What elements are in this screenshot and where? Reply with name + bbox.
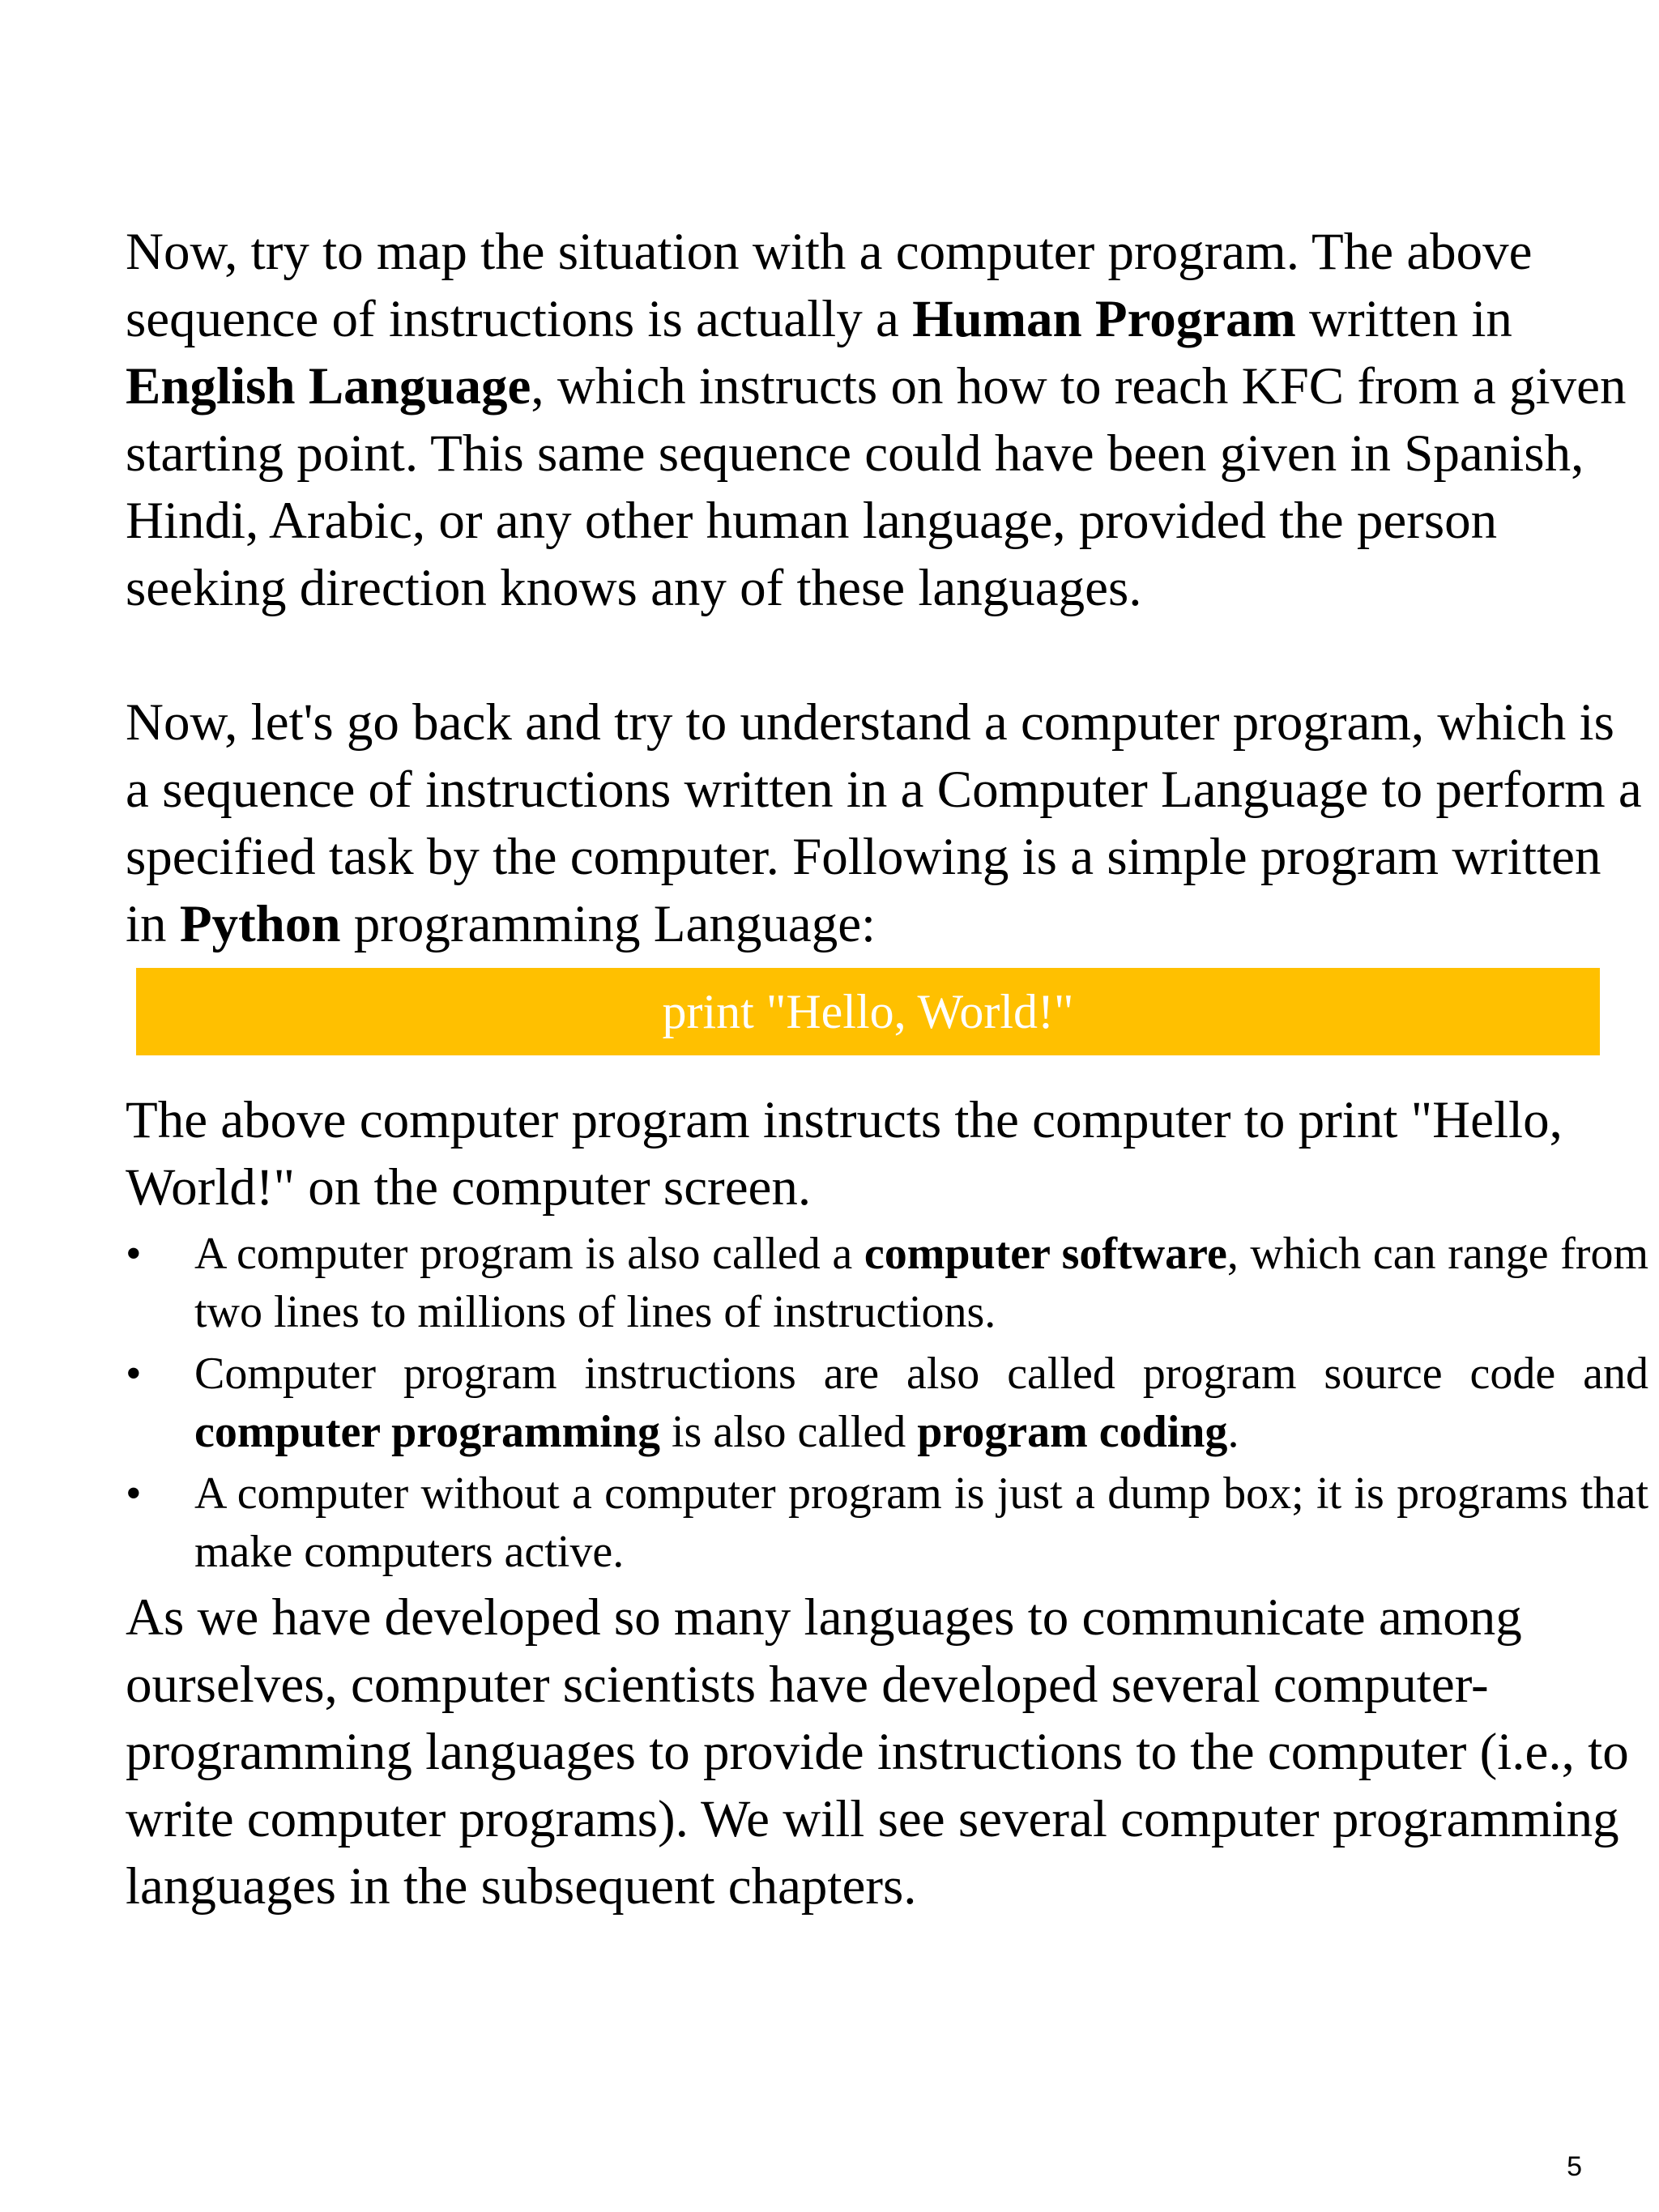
- bullet-marker: •: [126, 1349, 142, 1399]
- paragraph-languages: As we have developed so many languages to communicate among ourselves, computer scientists have developed several computer-programming languages to provide instructions to the computer (i.e., to write computer programs). We will see several computer programming languages in the subsequent chapters.: [126, 1588, 1629, 1916]
- document-body: [126, 219, 1648, 958]
- bold-computer-programming: computer programming: [194, 1407, 660, 1457]
- list-item-text: is also called: [659, 1407, 918, 1457]
- paragraph-program-explanation: The above computer program instructs the computer to print "Hello, World!" on the computer screen.: [126, 1091, 1563, 1217]
- code-example-box: [136, 968, 1600, 1055]
- paragraph-text: , which instructs on how to reach KFC from a given starting point. This same sequence could have been given in Spanish, Hindi, Arabic, or any other human language, provided the person seeking direction knows any of these languages.: [126, 357, 1627, 617]
- paragraph-computer-program: [126, 689, 1648, 958]
- list-item: [126, 1345, 1648, 1461]
- list-item: [126, 1225, 1648, 1341]
- bullet-list: [126, 1225, 1648, 1581]
- bold-python: Python: [179, 895, 341, 953]
- bullet-marker: •: [126, 1229, 142, 1279]
- list-item-text: A computer without a computer program is just a dump box; it is programs that make computers active.: [194, 1468, 1648, 1577]
- list-item: [126, 1464, 1648, 1581]
- bold-program-coding: program coding: [917, 1407, 1228, 1457]
- list-item-text: A computer program is also called a: [194, 1229, 864, 1279]
- list-item-text: .: [1227, 1407, 1239, 1457]
- list-item-text: Computer program instructions are also called program source code and: [194, 1349, 1648, 1399]
- list-item-text: , which can range from two lines to millions of lines of instructions.: [194, 1229, 1649, 1337]
- document-body-continued: [126, 1087, 1648, 1920]
- bold-english-language: English Language: [126, 357, 531, 416]
- bold-computer-software: computer software: [864, 1229, 1227, 1279]
- paragraph-text: programming Language:: [340, 895, 876, 953]
- paragraph-mapping: [126, 219, 1648, 622]
- bold-human-program: Human Program: [912, 290, 1296, 348]
- paragraph-text: written in: [1295, 290, 1512, 348]
- paragraph-text: Now, try to map the situation with a computer program. The above sequence of instructions is actually a: [126, 223, 1533, 348]
- code-example-text: print "Hello, World!": [662, 984, 1074, 1038]
- bullet-marker: •: [126, 1468, 142, 1519]
- page-number: 5: [1567, 2151, 1582, 2182]
- paragraph-text: Now, let's go back and try to understand a computer program, which is a sequence of instructions written in a Computer Language to perform a specified task by the computer. Following is a simple program written in: [126, 693, 1642, 953]
